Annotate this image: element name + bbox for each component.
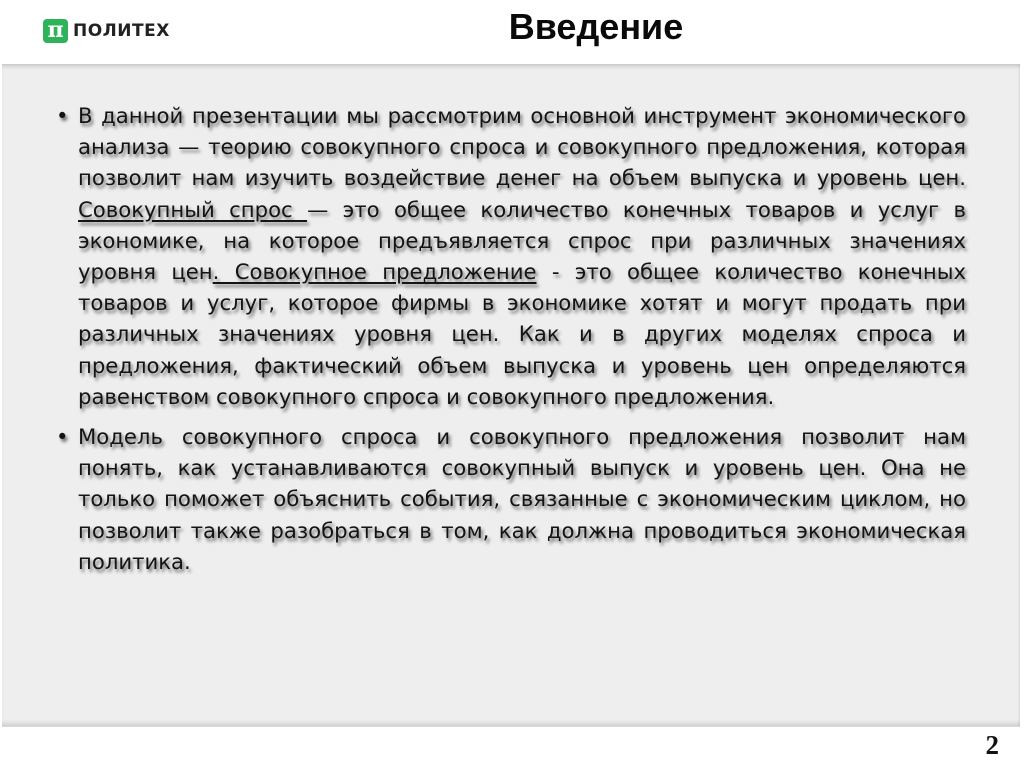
bullet-paragraph-1 bbox=[56, 100, 966, 412]
bullet-paragraph-2 bbox=[56, 421, 966, 577]
text-segment: - это общее количество конечных товаров и услуг, которое фирмы в экономике хотят и могут продать при различных значениях уровня цен. Как и в других моделях спроса и предложения, фактический объем выпуска и уровень цен определяются равенством совокупного спроса и совокупного предложения. bbox=[78, 259, 966, 409]
page-number: 2 bbox=[985, 730, 999, 760]
slide-header bbox=[0, 0, 1024, 64]
slide-title: Введение bbox=[508, 6, 684, 47]
pi-logo-icon: π bbox=[43, 19, 68, 43]
term-aggregate-demand: Совокупный спрос bbox=[78, 196, 308, 222]
bullet-icon: • bbox=[56, 103, 69, 128]
text-segment: Модель совокупного спроса и совокупного предложения позволит нам понять, как устанавливаются совокупный выпуск и уровень цен. Она не только поможет объяснить события, связанные с экономическим циклом, но позволит также разобраться в том, как должна проводиться экономическая политика. bbox=[78, 424, 966, 574]
bullet-icon: • bbox=[56, 424, 69, 450]
logo-text: ПОЛИТЕХ bbox=[73, 21, 170, 41]
text-segment: В данной презентации мы рассмотрим основной инструмент экономического анализа — теорию совокупного спроса и совокупного предложения, которая позволит нам изучить воздействие денег на объем выпуска и уровень цен. bbox=[78, 103, 966, 191]
text-segment: — это общее количество конечных товаров и услуг в экономике, на которое предъявляется спрос при различных значениях уровня цен bbox=[78, 196, 966, 285]
slide-body bbox=[56, 100, 966, 586]
term-aggregate-supply: . Совокупное предложение bbox=[212, 259, 537, 285]
